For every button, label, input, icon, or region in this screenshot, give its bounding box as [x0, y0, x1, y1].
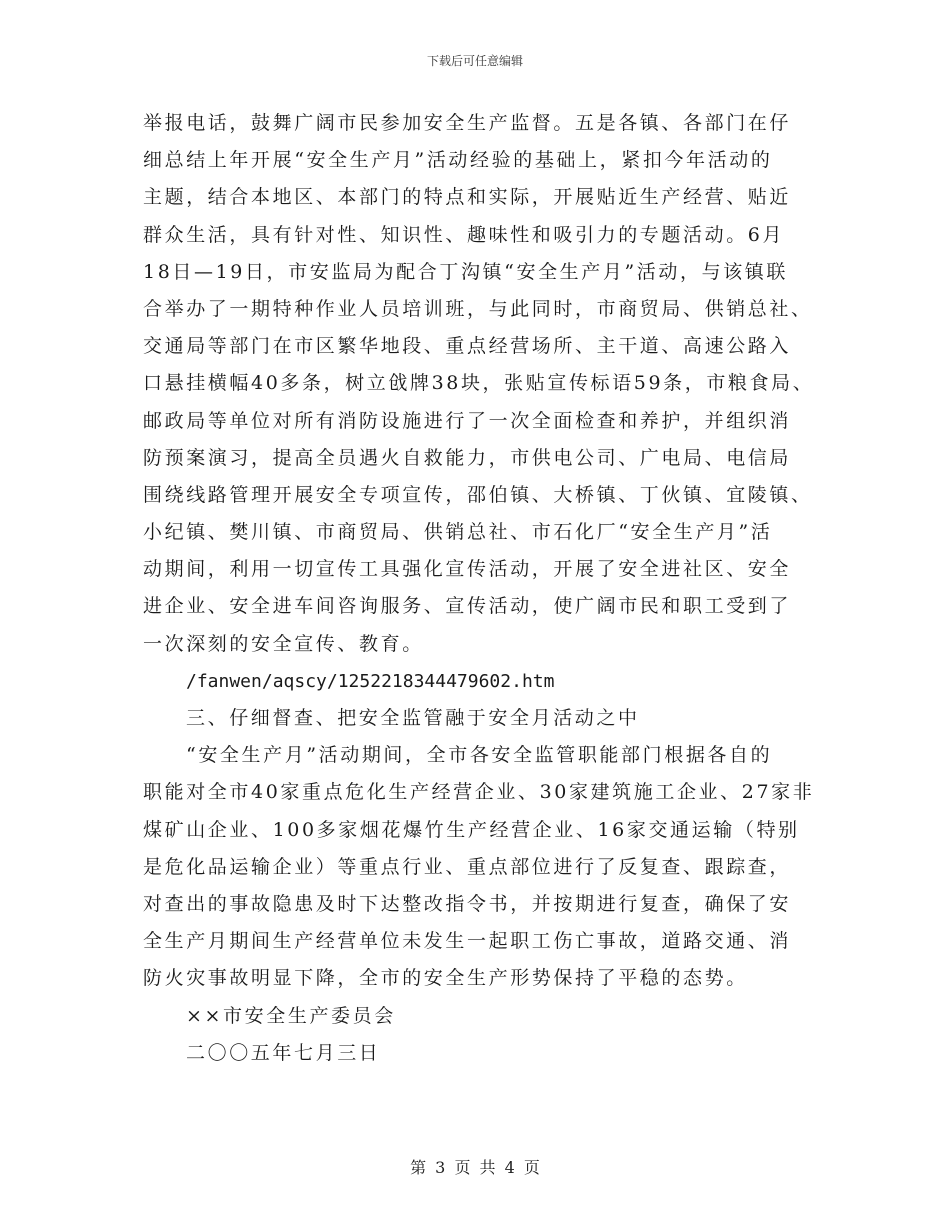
- paragraph-line: 煤矿山企业、100多家烟花爆竹生产经营企业、16家交通运输（特别: [143, 818, 800, 841]
- paragraph-line: 防预案演习，提高全员遇火自救能力，市供电公司、广电局、电信局: [143, 446, 792, 469]
- paragraph-line: 举报电话，鼓舞广阔市民参加安全生产监督。五是各镇、各部门在仔: [143, 112, 792, 134]
- paragraph-line: 一次深刻的安全宣传、教育。: [143, 632, 424, 655]
- paragraph-line: 细总结上年开展“安全生产月”活动经验的基础上，紧扣今年活动的: [143, 149, 773, 172]
- paragraph-line: 对查出的事故隐患及时下达整改指令书，并按期进行复查，确保了安: [143, 892, 792, 915]
- paragraph-line: 是危化品运输企业）等重点行业、重点部位进行了反复查、跟踪查，: [143, 855, 792, 878]
- page-footer: 第 3 页 共 4 页: [410, 1158, 540, 1177]
- document-body: [143, 105, 815, 1072]
- url-line: /fanwen/aqscy/1252218344479602.htm: [186, 670, 555, 692]
- paragraph-line: 动期间，利用一切宣传工具强化宣传活动，开展了安全进社区、安全: [143, 558, 792, 581]
- paragraph-line: 口悬挂横幅40多条，树立戗牌38块，张贴宣传标语59条，市粮食局、: [143, 372, 815, 395]
- paragraph-line: 小纪镇、樊川镇、市商贸局、供销总社、市石化厂“安全生产月”活: [143, 521, 773, 544]
- paragraph-line: 交通局等部门在市区繁华地段、重点经营场所、主干道、高速公路入: [143, 335, 792, 358]
- paragraph-line: 职能对全市40家重点危化生产经营企业、30家建筑施工企业、27家非: [143, 781, 815, 804]
- paragraph-line: 18日—19日，市安监局为配合丁沟镇“安全生产月”活动，与该镇联: [143, 260, 788, 283]
- section-heading: 三、仔细督查、把安全监管融于安全月活动之中: [186, 707, 640, 729]
- page-header: 下载后可任意编辑: [426, 54, 523, 68]
- paragraph-line: 合举办了一期特种作业人员培训班，与此同时，市商贸局、供销总社、: [143, 297, 813, 320]
- paragraph-line: 群众生活，具有针对性、知识性、趣味性和吸引力的专题活动。6月: [143, 223, 785, 246]
- paragraph-line: 全生产月期间生产经营单位未发生一起职工伤亡事故，道路交通、消: [143, 930, 792, 953]
- paragraph-line: 主题，结合本地区、本部门的特点和实际，开展贴近生产经营、贴近: [143, 186, 792, 209]
- paragraph-line: 邮政局等单位对所有消防设施进行了一次全面检查和养护，并组织消: [143, 409, 792, 432]
- paragraph-line: “安全生产月”活动期间，全市各安全监管职能部门根据各自的: [186, 744, 773, 767]
- signature-organization: ××市安全生产委员会: [186, 1004, 396, 1027]
- paragraph-line: 围绕线路管理开展安全专项宣传，邵伯镇、大桥镇、丁伙镇、宜陵镇、: [143, 483, 813, 506]
- paragraph-line: 防火灾事故明显下降，全市的安全生产形势保持了平稳的态势。: [143, 967, 748, 990]
- paragraph-line: 进企业、安全进车间咨询服务、宣传活动，使广阔市民和职工受到了: [143, 595, 792, 618]
- signature-date: 二〇〇五年七月三日: [186, 1041, 381, 1064]
